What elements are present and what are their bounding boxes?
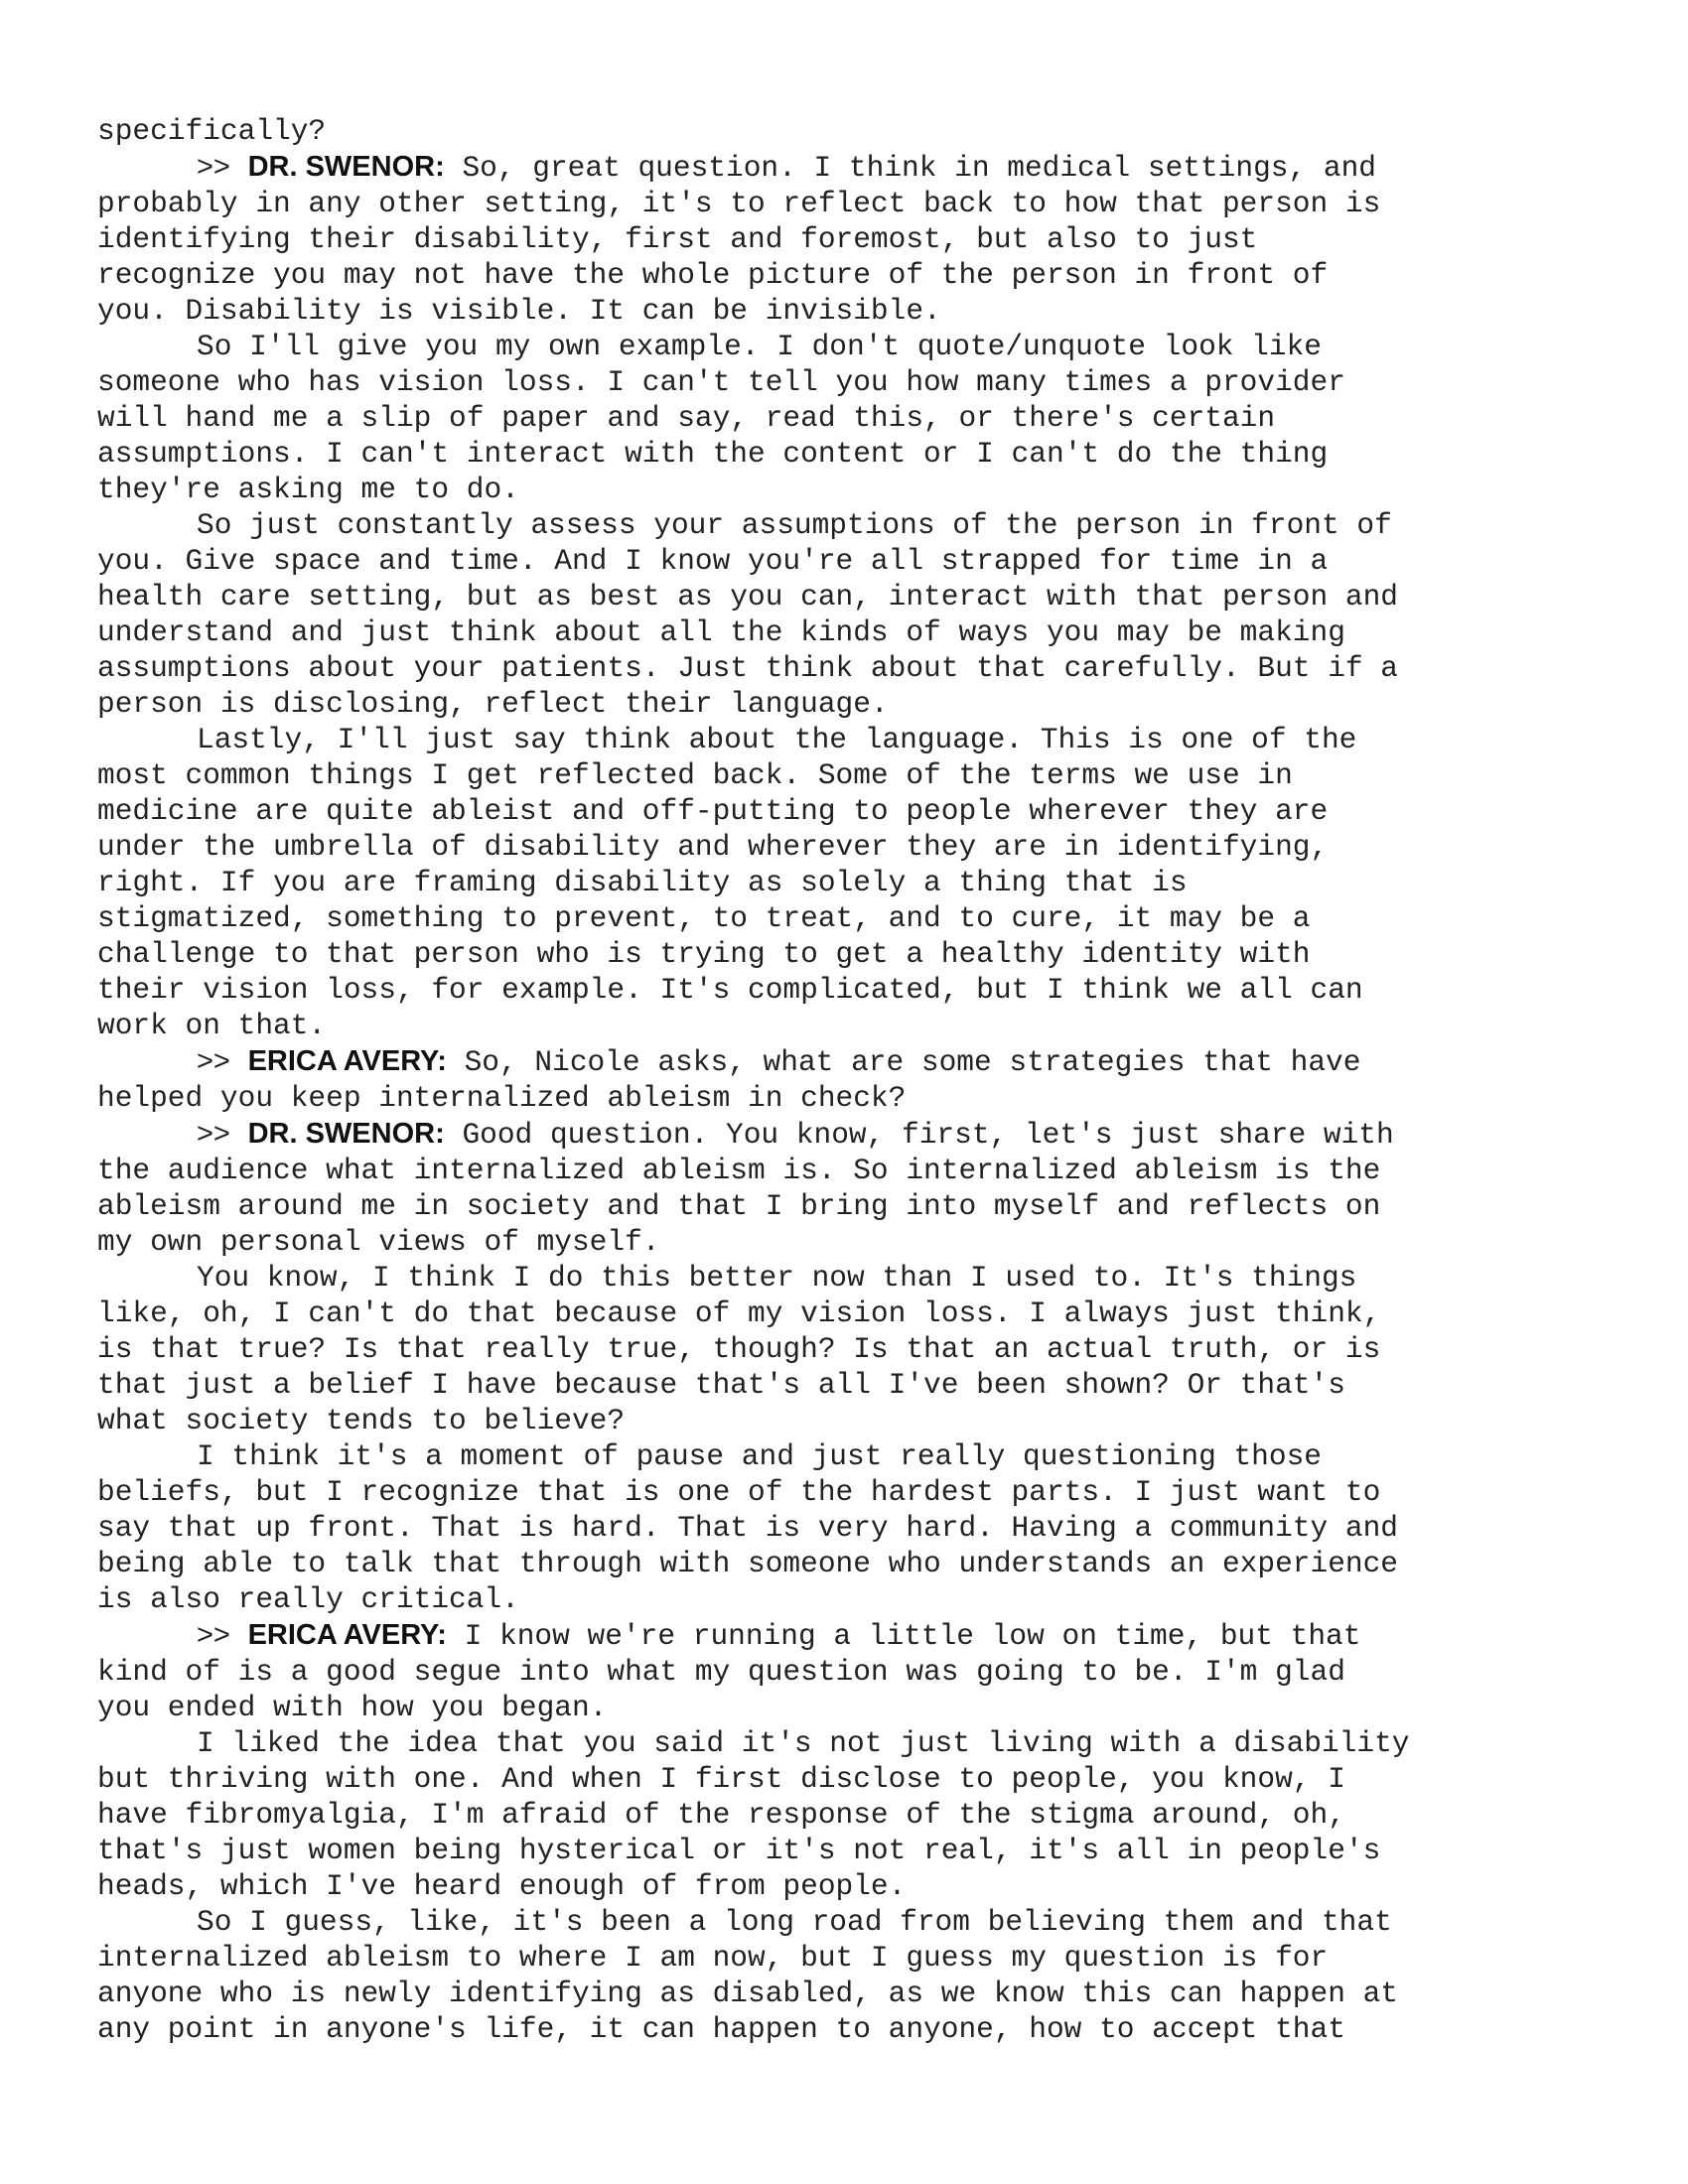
speaker-name: ERICA AVERY: <box>247 1045 447 1077</box>
speaker-name: ERICA AVERY: <box>247 1619 447 1651</box>
paragraph-thriving: I liked the idea that you said it's not just living with a disability but thriving with one. And when I first disclose to people, you know, I have fibromyalgia, I'm afraid of the response of the stigma around, oh, that's just women being hysterical or it's not real, it's all in people's heads, which I've heard enough of from people. <box>97 1726 1410 1903</box>
paragraph-better-now: You know, I think I do this better now than I used to. It's things like, oh, I can't do that because of my vision loss. I always just think, is that true? Is that really true, though? Is that an actual truth, or is that just a belief I have because that's all I've been shown? Or that's what society tends to believe? <box>97 1261 1381 1437</box>
paragraph-text: So, Nicole asks, what are some strategies that have helped you keep internalized ableism in check? <box>97 1045 1361 1115</box>
paragraph-swenor-1 <box>97 149 1587 329</box>
paragraph-avery-2 <box>97 1617 1587 1725</box>
speaker-marker: >> <box>197 1045 230 1077</box>
paragraph-text: So, great question. I think in medical settings, and probably in any other setting, it's to reflect back to how that person is identifying their disability, first and foremost, but also to just recognize you may not have the whole picture of the person in front of you. Disability is visible. It can be invisible. <box>97 151 1381 328</box>
paragraph-long-road: So I guess, like, it's been a long road from believing them and that internalized ableism to where I am now, but I guess my question is for anyone who is newly identifying as disabled, as we know this can happen at any point in anyone's life, it can happen to anyone, how to accept that <box>97 1905 1399 2046</box>
speaker-name: DR. SWENOR: <box>247 1118 445 1150</box>
paragraph-language: Lastly, I'll just say think about the language. This is one of the most common things I get reflected back. Some of the terms we use in medicine are quite ableist and off-putting to people wherever they are under the umbrella of disability and wherever they are in identifying, right. If you are framing disability as solely a thing that is stigmatized, something to prevent, to treat, and to cure, it may be a challenge to that person who is trying to get a healthy identity with their vision loss, for example. It's complicated, but I think we all can work on that. <box>97 723 1363 1042</box>
paragraph-text: Good question. You know, first, let's just share with the audience what internalized ableism is. So internalized ableism is the ableism around me in society and that I bring into myself and reflects on my own personal views of myself. <box>97 1118 1394 1259</box>
paragraph-avery-question <box>97 1043 1587 1116</box>
paragraph-example: So I'll give you my own example. I don't quote/unquote look like someone who has vision loss. I can't tell you how many times a provider will hand me a slip of paper and say, read this, or there's certain assumptions. I can't interact with the content or I can't do the thing they're asking me to do. <box>97 330 1345 506</box>
paragraph-swenor-2 <box>97 1116 1587 1260</box>
paragraph-continuation: specifically? <box>97 114 327 148</box>
paragraph-text: I know we're running a little low on time, but that kind of is a good segue into what my question was going to be. I'm glad you ended with how you began. <box>97 1619 1361 1724</box>
transcript-page <box>97 113 1587 2047</box>
speaker-name: DR. SWENOR: <box>247 151 445 183</box>
speaker-marker: >> <box>197 1118 230 1150</box>
speaker-marker: >> <box>197 151 230 183</box>
speaker-marker: >> <box>197 1619 230 1651</box>
paragraph-pause: I think it's a moment of pause and just really questioning those beliefs, but I recognize that is one of the hardest parts. I just want to say that up front. That is hard. That is very hard. Having a community and being able to talk that through with someone who understands an experience is also really critical. <box>97 1439 1399 1616</box>
paragraph-assumptions: So just constantly assess your assumptions of the person in front of you. Give space and time. And I know you're all strapped for time in a health care setting, but as best as you can, interact with that person and understand and just think about all the kinds of ways you may be making assumptions about your patients. Just think about that carefully. But if a person is disclosing, reflect their language. <box>97 508 1399 721</box>
